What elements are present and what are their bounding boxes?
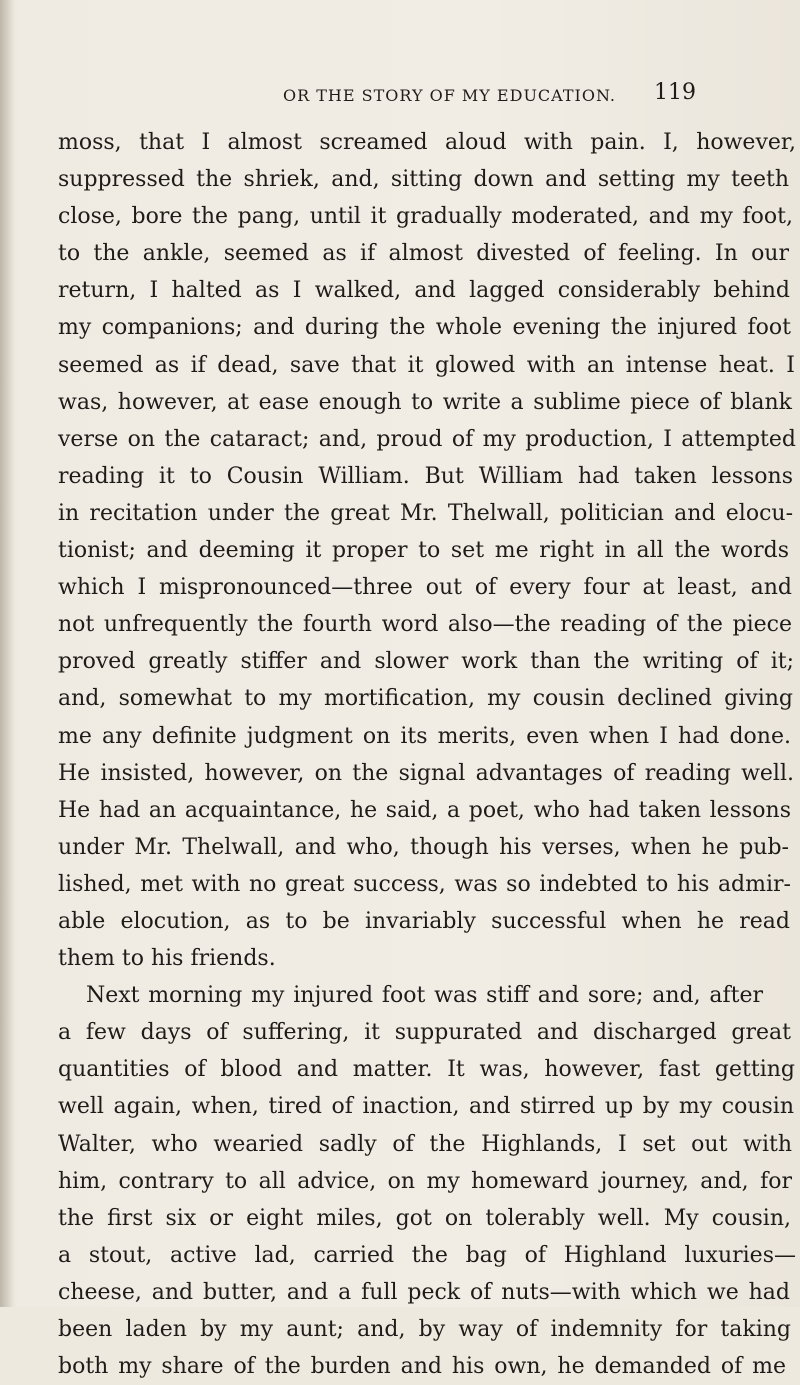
text-line: him, contrary to all advice, on my homeward journey, and, for: [58, 1168, 792, 1194]
text-line: He insisted, however, on the signal advantages of reading well.: [58, 760, 794, 786]
text-line: return, I halted as I walked, and lagged considerably behind: [58, 278, 790, 304]
text-line: verse on the cataract; and, proud of my production, I attempted: [58, 426, 796, 452]
text-line: tionist; and deeming it proper to set me right in all the words: [58, 538, 789, 564]
text-line: moss, that I almost screamed aloud with pain. I, however,: [58, 130, 796, 155]
text-line: able elocution, as to be invariably successful when he read: [58, 908, 790, 934]
text-line: under Mr. Thelwall, and who, though his verses, when he pub-: [58, 834, 789, 860]
text-line: to the ankle, seemed as if almost divested of feeling. In our: [58, 241, 789, 267]
text-line: and, somewhat to my mortification, my cousin declined giving: [58, 686, 793, 712]
text-line: was, however, at ease enough to write a sublime piece of blank: [58, 389, 792, 415]
text-line: He had an acquaintance, he said, a poet, who had taken lessons: [58, 797, 791, 823]
page-number: 119: [654, 80, 696, 105]
text-line: cheese, and butter, and a full peck of nuts—with which we had: [58, 1279, 790, 1305]
text-line: Walter, who wearied sadly of the Highlands, I set out with: [58, 1131, 792, 1157]
text-line: a stout, active lad, carried the bag of Highland luxuries—: [58, 1242, 796, 1268]
text-line: quantities of blood and matter. It was, however, fast getting: [58, 1057, 795, 1083]
text-line: suppressed the shriek, and, sitting down and setting my teeth: [58, 167, 789, 193]
text-line: which I mispronounced—three out of every four at least, and: [58, 575, 792, 601]
text-line: in recitation under the great Mr. Thelwall, politician and elocu-: [58, 500, 793, 526]
text-line: them to his friends.: [58, 946, 276, 972]
text-line: lished, met with no great success, was so indebted to his admir-: [58, 871, 791, 897]
text-line: the first six or eight miles, got on tolerably well. My cousin,: [58, 1205, 791, 1231]
text-line: a few days of suffering, it suppurated and discharged great: [58, 1020, 791, 1046]
text-line: well again, when, tired of inaction, and stirred up by my cousin: [58, 1094, 794, 1120]
page-gutter-shadow: [0, 0, 14, 1307]
running-head: OR THE STORY OF MY EDUCATION.: [283, 86, 617, 105]
text-line: not unfrequently the fourth word also—the reading of the piece: [58, 612, 792, 638]
text-line: been laden by my aunt; and, by way of indemnity for taking: [58, 1317, 791, 1342]
text-line: me any definite judgment on its merits, even when I had done.: [58, 723, 791, 749]
text-line: reading it to Cousin William. But William had taken lessons: [58, 463, 793, 489]
text-line: my companions; and during the whole evening the injured foot: [58, 315, 791, 341]
text-line: seemed as if dead, save that it glowed with an intense heat. I: [58, 352, 795, 378]
text-line: close, bore the pang, until it gradually moderated, and my foot,: [58, 204, 793, 230]
text-line: proved greatly stiffer and slower work than the writing of it;: [58, 649, 794, 675]
body-text: [58, 124, 800, 1385]
text-line: Next morning my injured foot was stiff and sore; and, after: [86, 983, 763, 1009]
text-line: both my share of the burden and his own, he demanded of me: [58, 1354, 786, 1380]
